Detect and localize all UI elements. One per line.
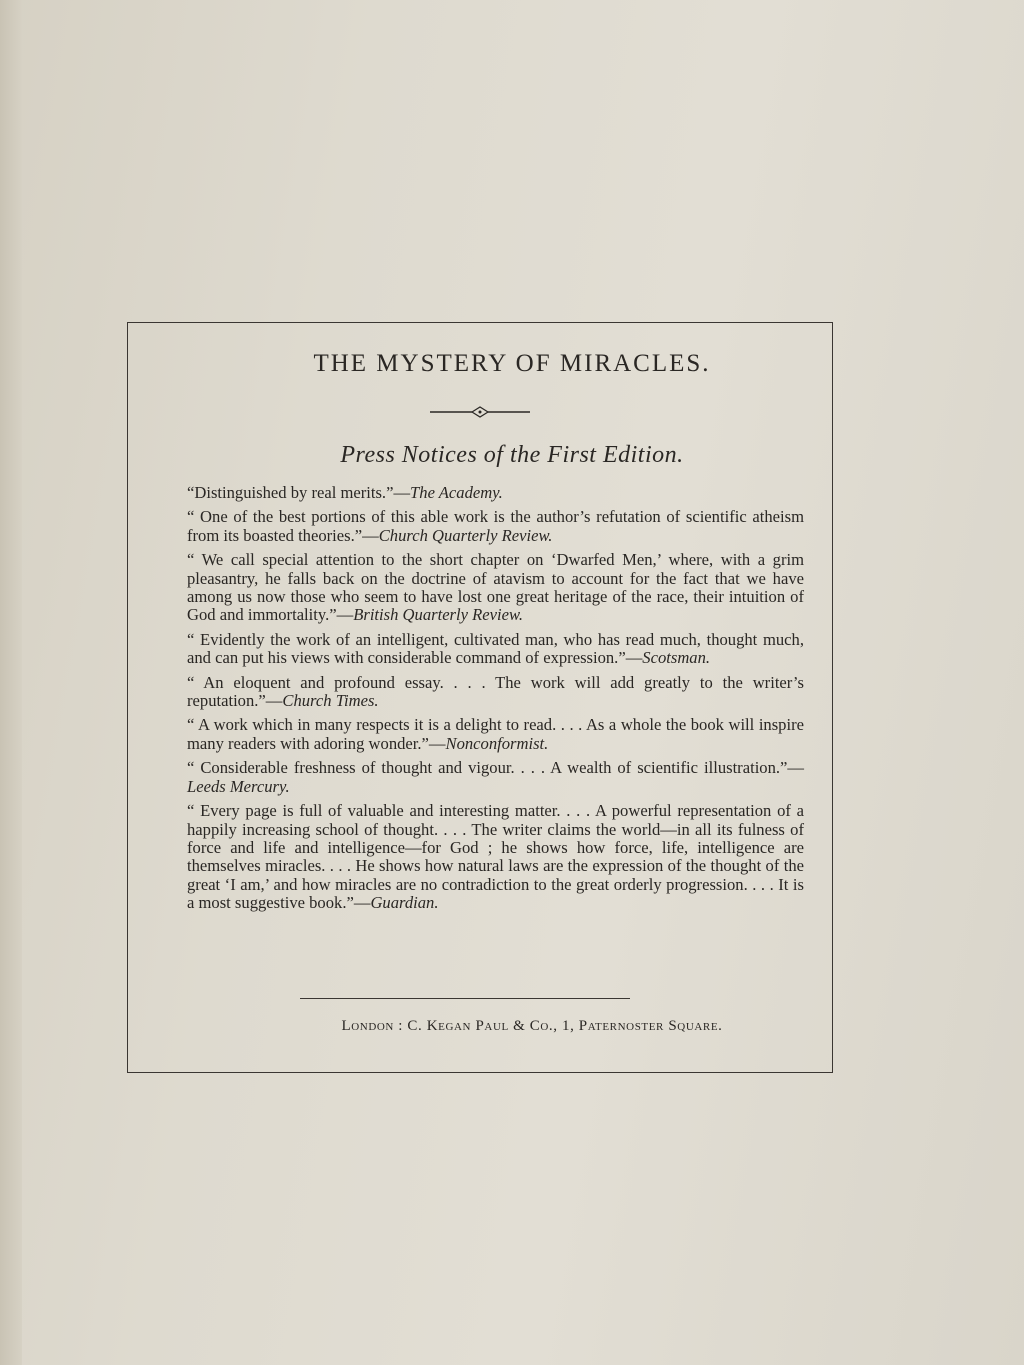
- page-title: THE MYSTERY OF MIRACLES.: [313, 350, 711, 377]
- notice-source: The Academy.: [410, 483, 503, 502]
- notice-quote: “Distinguished by real merits.”—: [187, 483, 411, 502]
- press-notice: [187, 759, 804, 796]
- press-notice: [187, 551, 804, 625]
- notice-source: Church Quarterly Review.: [378, 525, 553, 545]
- press-notice: [187, 631, 804, 668]
- notice-source: Nonconformist.: [445, 733, 549, 753]
- press-notice: [187, 674, 804, 711]
- press-notice: [187, 802, 804, 912]
- ornament-divider-icon: [430, 404, 530, 420]
- notice-quote: “ Every page is full of valuable and interesting matter. . . . A powerful representation of a happily increasing school of thought. . . . The writer claims the world—in all its fulness of force and life and intelligence—for God ; he shows how force, life, intelligence are themselves miracles. . . . He shows how natural laws are the expression of the thought of the great ‘I am,’ and how miracles are no contradiction to the great orderly progression. . . . It is a most suggestive book.”—: [187, 801, 804, 913]
- press-notice: [187, 716, 804, 753]
- notice-quote: “ We call special attention to the short chapter on ‘Dwarfed Men,’ where, with a grim pleasantry, he falls back on the doctrine of atavism to account for the fact that we have among us now those who seem to have lost one great heritage of the race, their intuition of God and immortality.”—: [187, 550, 804, 625]
- notice-quote: “ One of the best portions of this able work is the author’s refutation of scientific atheism from its boasted theories.”—: [187, 507, 804, 545]
- divider-rule: [300, 998, 630, 999]
- press-notice: [187, 484, 804, 502]
- notice-source: Guardian.: [370, 893, 439, 913]
- notice-source: Leeds Mercury.: [187, 776, 290, 796]
- notice-quote: “ An eloquent and profound essay. . . . The work will add greatly to the writer’s reputation.”—: [187, 672, 804, 711]
- page-edge: [0, 0, 22, 1365]
- notice-quote: “ Considerable freshness of thought and vigour. . . . A wealth of scientific illustration.”—: [187, 758, 804, 778]
- notice-quote: “ Evidently the work of an intelligent, cultivated man, who has read much, thought much, and can put his views with considerable command of expression.”—: [187, 629, 804, 668]
- publisher-imprint: London : C. Kegan Paul & Co., 1, Paternoster Square.: [341, 1018, 723, 1034]
- subtitle: Press Notices of the First Edition.: [340, 442, 684, 468]
- notice-source: Scotsman.: [642, 648, 711, 668]
- notice-quote: “ A work which in many respects it is a delight to read. . . . As a whole the book will inspire many readers with adoring wonder.”—: [187, 715, 804, 753]
- notice-source: Church Times.: [282, 691, 379, 711]
- press-notice: [187, 508, 804, 545]
- press-notices: [187, 484, 804, 919]
- notice-source: British Quarterly Review.: [353, 605, 523, 625]
